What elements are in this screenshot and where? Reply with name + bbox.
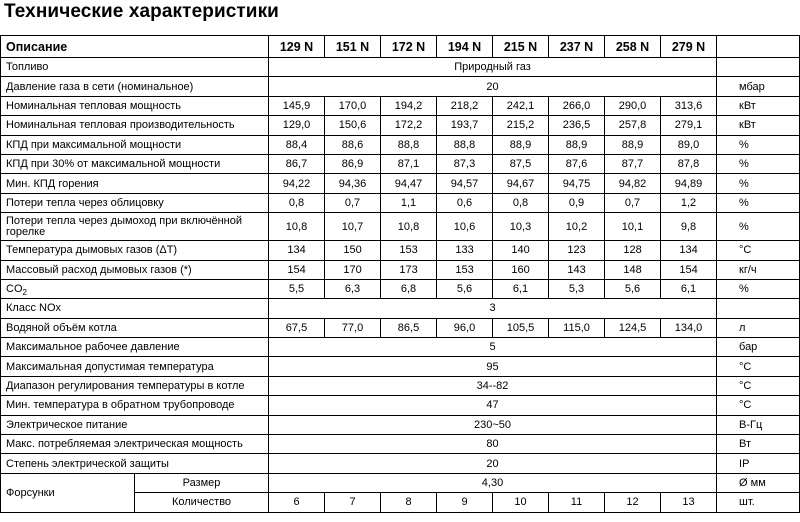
row-value: 154: [661, 260, 717, 279]
row-unit: мбар: [717, 77, 800, 96]
row-value: 0,6: [437, 193, 493, 212]
table-row: [1, 318, 800, 337]
header-model: 258 N: [605, 36, 661, 58]
header-model: 194 N: [437, 36, 493, 58]
table-row: [1, 357, 800, 376]
row-unit: IP: [717, 454, 800, 473]
row-common-value: 230~50: [269, 415, 717, 434]
row-common-value: 5: [269, 338, 717, 357]
table-row: [1, 135, 800, 154]
row-common-value: 47: [269, 396, 717, 415]
row-value: 6,8: [381, 279, 437, 298]
row-label: [1, 241, 269, 260]
nozzle-size-value: 4,30: [269, 473, 717, 492]
table-row: [1, 415, 800, 434]
row-value: 115,0: [549, 318, 605, 337]
row-value: 6,1: [493, 279, 549, 298]
row-value: 94,75: [549, 174, 605, 193]
nozzle-count-unit: шт.: [717, 493, 800, 512]
header-model: 215 N: [493, 36, 549, 58]
nozzle-count-value: 10: [493, 493, 549, 512]
row-value: 10,6: [437, 213, 493, 241]
header-model: 237 N: [549, 36, 605, 58]
row-unit: кВт: [717, 116, 800, 135]
row-value: 5,6: [437, 279, 493, 298]
row-label-subscript: 2: [22, 288, 27, 298]
row-label-text: Макс. потребляемая электрическая мощность: [6, 438, 243, 451]
row-unit: %: [717, 154, 800, 173]
row-label: [1, 116, 269, 135]
row-value: 290,0: [605, 96, 661, 115]
row-value: 129,0: [269, 116, 325, 135]
table-row: [1, 96, 800, 115]
row-value: 87,1: [381, 154, 437, 173]
row-value: 94,57: [437, 174, 493, 193]
row-value: 0,8: [493, 193, 549, 212]
row-label: [1, 396, 269, 415]
table-row: [1, 435, 800, 454]
row-value: 88,9: [493, 135, 549, 154]
row-value: 6,3: [325, 279, 381, 298]
row-value: 236,5: [549, 116, 605, 135]
row-value: 134: [269, 241, 325, 260]
table-row: [1, 116, 800, 135]
row-value: 173: [381, 260, 437, 279]
row-value: 0,9: [549, 193, 605, 212]
row-label-text: Степень электрической защиты: [6, 457, 169, 470]
table-row: [1, 299, 800, 318]
row-unit: кВт: [717, 96, 800, 115]
nozzle-label: Форсунки: [1, 473, 135, 512]
row-value: 134,0: [661, 318, 717, 337]
row-unit: %: [717, 174, 800, 193]
row-unit: [717, 299, 800, 318]
row-value: 88,8: [437, 135, 493, 154]
row-unit: %: [717, 193, 800, 212]
row-label-text: Давление газа в сети (номинальное): [6, 80, 194, 93]
header-model: 172 N: [381, 36, 437, 58]
row-value: 160: [493, 260, 549, 279]
row-value: 88,9: [549, 135, 605, 154]
row-value: 148: [605, 260, 661, 279]
row-label-text: Номинальная тепловая мощность: [6, 99, 182, 112]
row-value: 96,0: [437, 318, 493, 337]
row-value: 194,2: [381, 96, 437, 115]
nozzle-size-unit: Ø мм: [717, 473, 800, 492]
row-unit: °C: [717, 376, 800, 395]
nozzle-count-value: 13: [661, 493, 717, 512]
row-value: 1,2: [661, 193, 717, 212]
row-label-text: Класс NOx: [6, 302, 61, 315]
row-value: 172,2: [381, 116, 437, 135]
row-value: 88,6: [325, 135, 381, 154]
row-value: 0,7: [325, 193, 381, 212]
row-value: 5,6: [605, 279, 661, 298]
row-value: 88,8: [381, 135, 437, 154]
row-label-text: КПД при 30% от максимальной мощности: [6, 158, 221, 171]
row-label: [1, 376, 269, 395]
row-value: 313,6: [661, 96, 717, 115]
row-value: 87,5: [493, 154, 549, 173]
row-value: 87,7: [605, 154, 661, 173]
row-value: 279,1: [661, 116, 717, 135]
row-label-text: Топливо: [6, 61, 49, 74]
row-value: 170,0: [325, 96, 381, 115]
row-label-text: Максимальная допустимая температура: [6, 360, 214, 373]
table-row: [1, 154, 800, 173]
header-description: Описание: [1, 36, 269, 58]
row-value: 143: [549, 260, 605, 279]
page-title: Технические характеристики: [4, 1, 279, 22]
table-row: [1, 376, 800, 395]
row-common-value: 3: [269, 299, 717, 318]
row-unit: %: [717, 135, 800, 154]
header-model: 129 N: [269, 36, 325, 58]
row-common-value: 20: [269, 454, 717, 473]
nozzle-count-value: 8: [381, 493, 437, 512]
row-value: 94,82: [605, 174, 661, 193]
row-value: 193,7: [437, 116, 493, 135]
row-value: 134: [661, 241, 717, 260]
nozzle-count-value: 9: [437, 493, 493, 512]
row-unit: л: [717, 318, 800, 337]
table-row: [1, 58, 800, 77]
row-value: 257,8: [605, 116, 661, 135]
row-value: 87,6: [549, 154, 605, 173]
nozzle-count-value: 12: [605, 493, 661, 512]
row-unit: Вт: [717, 435, 800, 454]
row-label-text: Водяной объём котла: [6, 321, 117, 334]
row-unit: °C: [717, 357, 800, 376]
row-value: 10,8: [269, 213, 325, 241]
row-unit: %: [717, 279, 800, 298]
row-value: 10,2: [549, 213, 605, 241]
row-value: 94,36: [325, 174, 381, 193]
row-unit: %: [717, 213, 800, 241]
row-label: [1, 154, 269, 173]
nozzle-count-value: 6: [269, 493, 325, 512]
nozzle-count-value: 11: [549, 493, 605, 512]
row-label: [1, 357, 269, 376]
row-value: 86,7: [269, 154, 325, 173]
row-value: 86,5: [381, 318, 437, 337]
row-value: 5,3: [549, 279, 605, 298]
table-row: [1, 260, 800, 279]
row-value: 10,7: [325, 213, 381, 241]
row-value: 218,2: [437, 96, 493, 115]
row-value: 88,9: [605, 135, 661, 154]
table-row: [1, 193, 800, 212]
header-unit: [717, 36, 800, 58]
row-label: [1, 299, 269, 318]
row-value: 154: [269, 260, 325, 279]
row-value: 94,22: [269, 174, 325, 193]
row-label: [1, 96, 269, 115]
row-label: [1, 260, 269, 279]
row-value: 145,9: [269, 96, 325, 115]
nozzle-size-row: [1, 473, 800, 492]
row-label: [1, 193, 269, 212]
row-label: [1, 77, 269, 96]
row-label-text: Потери тепла через облицовку: [6, 196, 164, 209]
row-value: 150: [325, 241, 381, 260]
row-unit: [717, 58, 800, 77]
spec-table-body: [1, 36, 800, 513]
row-value: 5,5: [269, 279, 325, 298]
nozzle-count-value: 7: [325, 493, 381, 512]
row-value: 124,5: [605, 318, 661, 337]
table-row: [1, 396, 800, 415]
row-common-value: 34--82: [269, 376, 717, 395]
row-value: 67,5: [269, 318, 325, 337]
row-value: 87,8: [661, 154, 717, 173]
nozzle-size-label: Размер: [135, 473, 269, 492]
row-value: 123: [549, 241, 605, 260]
row-value: 94,89: [661, 174, 717, 193]
row-label: [1, 435, 269, 454]
row-value: 153: [381, 241, 437, 260]
row-value: 6,1: [661, 279, 717, 298]
row-label-text: Температура дымовых газов (ΔT): [6, 244, 178, 257]
row-label-text: Массовый расход дымовых газов (*): [6, 263, 192, 276]
row-label: [1, 174, 269, 193]
row-value: 88,4: [269, 135, 325, 154]
header-row: [1, 36, 800, 58]
row-value: 215,2: [493, 116, 549, 135]
row-unit: °C: [717, 241, 800, 260]
table-row: [1, 454, 800, 473]
row-value: 9,8: [661, 213, 717, 241]
spec-table: [0, 35, 800, 513]
row-label-text: Мин. температура в обратном трубопроводе: [6, 399, 235, 412]
row-unit: кг/ч: [717, 260, 800, 279]
row-value: 10,8: [381, 213, 437, 241]
row-value: 0,7: [605, 193, 661, 212]
row-common-value: 95: [269, 357, 717, 376]
row-label: [1, 279, 269, 298]
row-value: 153: [437, 260, 493, 279]
row-value: 133: [437, 241, 493, 260]
header-model: 279 N: [661, 36, 717, 58]
row-value: 94,67: [493, 174, 549, 193]
header-model: 151 N: [325, 36, 381, 58]
row-label: [1, 454, 269, 473]
row-label-text: Электрическое питание: [6, 418, 128, 431]
row-label: [1, 213, 269, 241]
row-label: [1, 135, 269, 154]
row-value: 86,9: [325, 154, 381, 173]
table-row: [1, 338, 800, 357]
row-value: 87,3: [437, 154, 493, 173]
row-label: [1, 58, 269, 77]
row-value: 77,0: [325, 318, 381, 337]
row-label-text: Мин. КПД горения: [6, 177, 99, 190]
row-label: [1, 318, 269, 337]
row-common-value: 20: [269, 77, 717, 96]
row-value: 170: [325, 260, 381, 279]
row-value: 10,1: [605, 213, 661, 241]
row-value: 1,1: [381, 193, 437, 212]
table-row: [1, 77, 800, 96]
row-label-text: Номинальная тепловая производительность: [6, 119, 235, 132]
row-value: 0,8: [269, 193, 325, 212]
table-row: [1, 174, 800, 193]
row-common-value: Природный газ: [269, 58, 717, 77]
row-value: 89,0: [661, 135, 717, 154]
row-value: 150,6: [325, 116, 381, 135]
row-value: 94,47: [381, 174, 437, 193]
row-label-text: КПД при максимальной мощности: [6, 138, 182, 151]
row-label-text: Максимальное рабочее давление: [6, 341, 180, 354]
row-value: 10,3: [493, 213, 549, 241]
row-label: [1, 415, 269, 434]
row-value: 266,0: [549, 96, 605, 115]
row-value: 128: [605, 241, 661, 260]
row-unit: °C: [717, 396, 800, 415]
row-label: [1, 338, 269, 357]
row-label-text: CO: [6, 283, 23, 296]
row-value: 105,5: [493, 318, 549, 337]
table-row: [1, 241, 800, 260]
row-value: 140: [493, 241, 549, 260]
row-label-text: Потери тепла через дымоход при включённой горелке: [6, 214, 243, 238]
row-unit: бар: [717, 338, 800, 357]
row-common-value: 80: [269, 435, 717, 454]
row-label-text: Диапазон регулирования температуры в котле: [6, 380, 245, 393]
row-unit: В-Гц: [717, 415, 800, 434]
nozzle-count-label: Количество: [135, 493, 269, 512]
table-row: [1, 213, 800, 241]
row-value: 242,1: [493, 96, 549, 115]
table-row: [1, 279, 800, 298]
